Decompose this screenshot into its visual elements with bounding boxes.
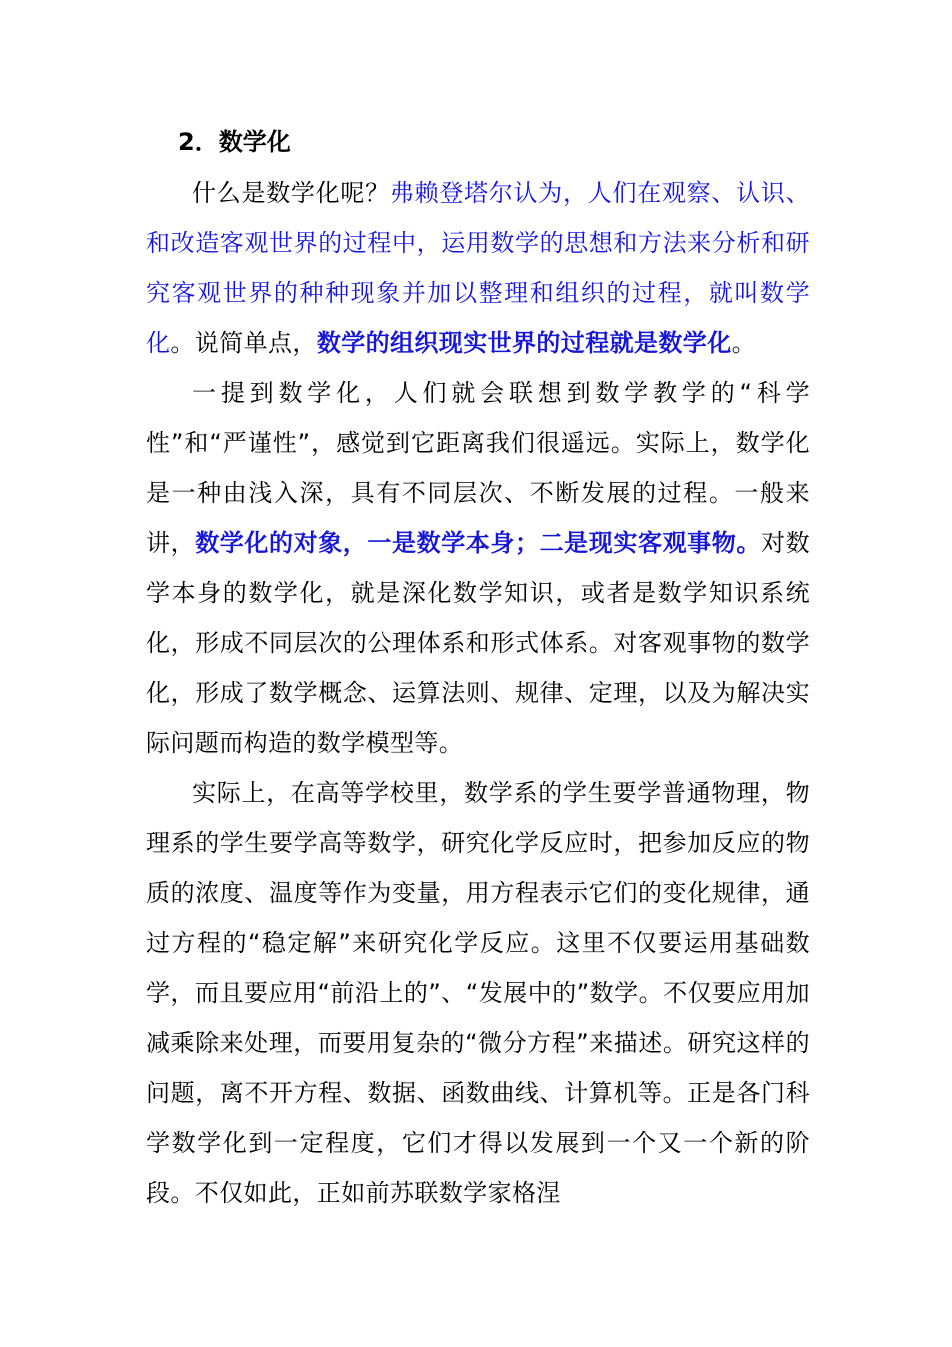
text-span: 。说简单点， xyxy=(170,329,317,357)
text-span: 。 xyxy=(731,329,757,357)
text-span: 实际上，在高等学校里，数学系的学生要学普通物理，物理系的学生要学高等数学，研究化学反应时，把参加反应的物质的浓度、温度等作为变量，用方程表示它们的变化规律，通过方程的“稳定解”来研究化学反应。这里不仅要运用基础数学，而且要应用“前沿上的”、“发展中的”数学。不仅要应用加减乘除来处理，而要用复杂的“微分方程”来描述。研究这样的问题，离不开方程、数据、函数曲线、计算机等。正是各门科学数学化到一定程度，它们才得以发展到一个又一个新的阶段。不仅如此，正如前苏联数学家格涅 xyxy=(146,779,810,1207)
text-span: 一提到数学化，人们就会联想到数学教学的“科学性”和“严谨性”，感觉到它距离我们很遥远。实际上，数学化是一种由浅入深，具有不同层次、不断发展的过程。一般来讲， xyxy=(146,379,810,557)
text-span: 什么是数学化呢？ xyxy=(192,179,390,207)
paragraph xyxy=(146,168,810,368)
highlighted-definition: 弗赖登塔尔认为，人们在观察、认识、和改造客观世界的过程中，运用数学的思想和方法来分析和研究客观世界的种种现象并加以整理和组织的过程，就叫数学化 xyxy=(146,179,810,357)
paragraph xyxy=(146,368,810,768)
emphasized-definition: 数学的组织现实世界的过程就是数学化 xyxy=(316,329,732,357)
text-span: 对数学本身的数学化，就是深化数学知识，或者是数学知识系统化，形成不同层次的公理体系和形式体系。对客观事物的数学化，形成了数学概念、运算法则、规律、定理，以及为解决实际问题而构造的数学模型等。 xyxy=(146,529,810,757)
emphasized-objects: 数学化的对象，一是数学本身；二是现实客观事物。 xyxy=(195,529,761,557)
body-text xyxy=(146,168,810,1218)
section-heading: 2．数学化 xyxy=(178,128,291,156)
paragraph xyxy=(146,768,810,1218)
